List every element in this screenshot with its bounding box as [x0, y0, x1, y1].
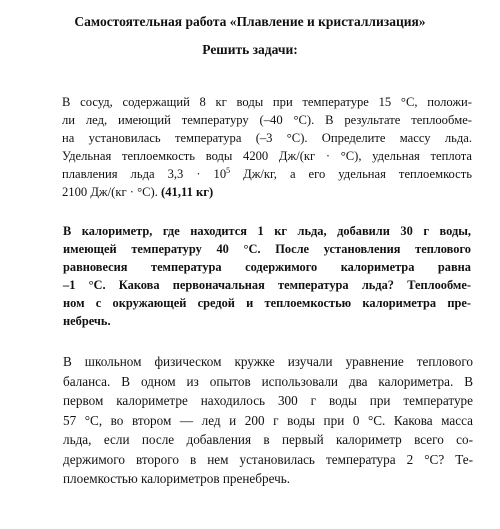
problem-1-answer: (41,11 кг) [161, 185, 214, 199]
problem-2-line: имеющей температуру 40 °С. После установления теплового [63, 242, 471, 256]
problem-2-line: небречь. [63, 314, 111, 328]
problem-1-line: Удельная теплоемкость воды 4200 Дж/(кг · °С), удельная теплота [62, 149, 472, 163]
problem-3-line: льда, если после добавления в первый калориметр всего со- [63, 432, 473, 447]
problem-1-line: ли лед, имеющий температуру (–40 °С). В результате теплообме- [62, 113, 472, 127]
problem-1-line [62, 165, 472, 183]
problem-2 [63, 222, 471, 330]
problem-2-line: ном с окружающей средой и теплоемкостью калориметра пре- [63, 296, 471, 310]
problem-1-line5-end: Дж/кг, а его удельная теплоемкость [230, 167, 472, 181]
problem-2-line: –1 °С. Какова первоначальная температура льда? Теплообме- [63, 278, 471, 292]
problem-2-line: равновесия температура содержимого калориметра равна [63, 260, 471, 274]
problem-3-line: 57 °С, во втором — лед и 200 г воды при 0 °С. Какова масса [63, 412, 473, 428]
problem-3-line: первом калориметре находилось 300 г воды при температуре [63, 393, 473, 408]
problem-3-line: держимого второго в нем установилась температура 2 °С? Те- [63, 451, 473, 467]
page-subtitle: Решить задачи: [202, 42, 298, 57]
problem-1-line: В сосуд, содержащий 8 кг воды при температуре 15 °С, положи- [62, 95, 472, 109]
problem-3-line: плоемкостью калориметров пренебречь. [63, 471, 291, 486]
problem-1-line [62, 183, 472, 201]
problem-3-line: В школьном физическом кружке изучали уравнение теплового [63, 354, 473, 369]
problem-2-line: В калориметр, где находится 1 кг льда, добавили 30 г воды, [63, 224, 471, 238]
problem-3 [63, 352, 473, 489]
problem-3-line: баланса. В одном из опытов использовали два калориметра. В [63, 373, 473, 389]
problem-1-line5-start: плавления льда 3,3 · 10 [62, 167, 227, 181]
problem-1-line6: 2100 Дж/(кг · °С). [62, 185, 162, 199]
problem-1 [62, 93, 472, 201]
problem-1-line: на установилась температура (–3 °С). Определите массу льда. [62, 131, 472, 145]
page-title: Самостоятельная работа «Плавление и кристаллизация» [74, 14, 426, 29]
exponent: 5 [226, 165, 231, 175]
